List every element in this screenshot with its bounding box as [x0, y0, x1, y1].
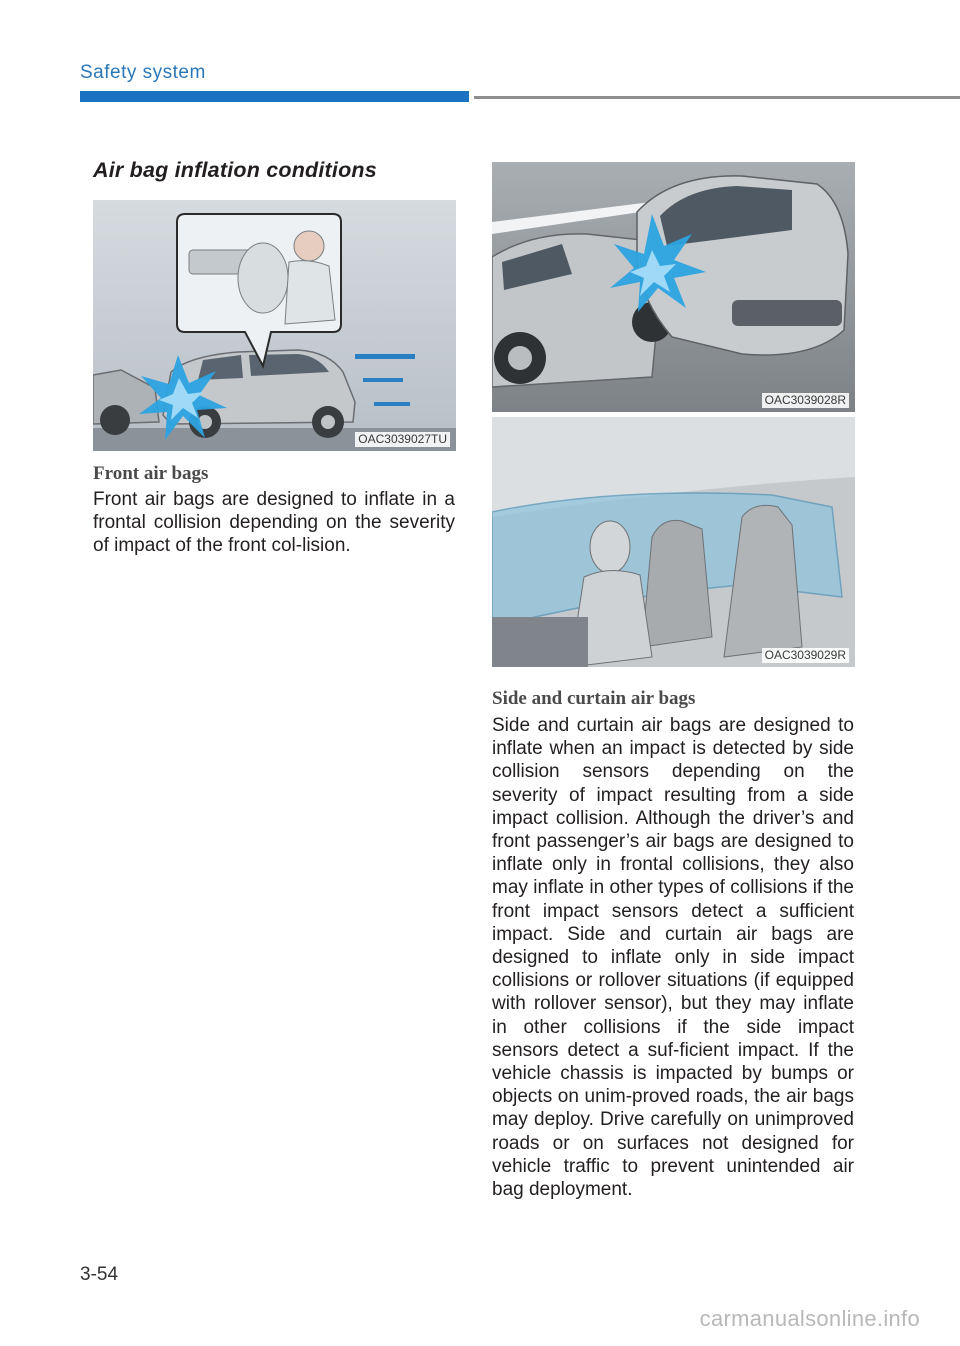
side-airbags-subheading: Side and curtain air bags	[492, 688, 696, 709]
figure-code-curtain: OAC3039029R	[762, 648, 849, 663]
front-airbags-body: Front air bags are designed to inflate in a frontal collision depending on the severity of impact of the front col-lision.	[93, 489, 455, 557]
figure-code-front: OAC3039027TU	[355, 432, 450, 447]
header-rule-gray	[474, 96, 960, 99]
side-collision-illustration	[492, 162, 855, 412]
header-rule-blue	[80, 91, 469, 102]
front-collision-illustration	[93, 200, 456, 451]
curtain-airbag-illustration	[492, 417, 855, 667]
watermark: carmanualsonline.info	[699, 1306, 920, 1331]
section-heading: Air bag inflation conditions	[93, 158, 377, 182]
front-airbags-subheading: Front air bags	[93, 463, 209, 484]
figure-code-side: OAC3039028R	[762, 393, 849, 408]
section-title: Safety system	[80, 62, 206, 83]
side-airbags-body: Side and curtain air bags are designed to inflate when an impact is detected by side collision sensors depending on the severity of impact resulting from a side impact collision. Although the driver’s and front passenger’s air bags are designed to inflate only in frontal collisions, they also may inflate in other types of collisions if the front impact sensors detect a sufficient impact. Side and curtain air bags are designed to inflate only in side impact collisions or rollover situations (if equipped with rollover sensor), but they may inflate in other collisions if the side impact sensors detect a suf-ficient impact. If the vehicle chassis is impacted by bumps or objects on unim-proved roads, the air bags may deploy. Drive carefully on unimproved roads or on surfaces not designed for vehicle traffic to prevent unintended air bag deployment.	[492, 715, 854, 1201]
side-collision-graphic	[492, 162, 855, 412]
curtain-airbag-graphic	[492, 417, 855, 667]
page-number: 3-54	[80, 1264, 119, 1285]
front-collision-graphic	[93, 200, 456, 451]
